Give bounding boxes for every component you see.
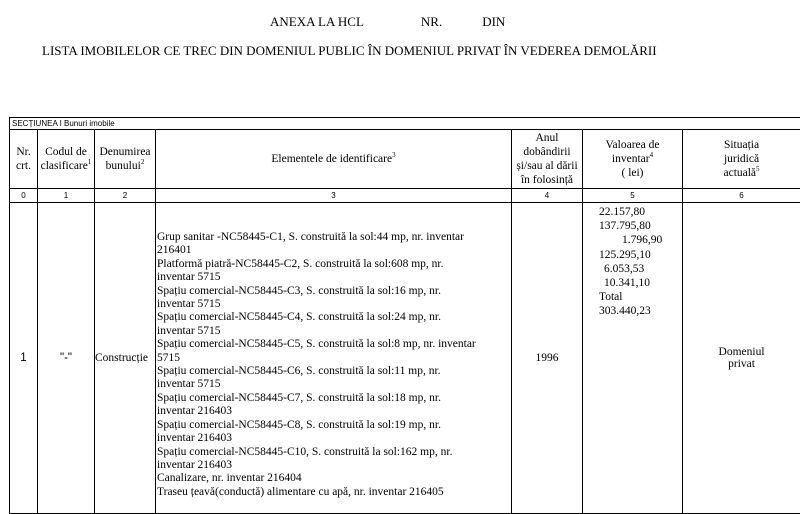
din-label: DIN xyxy=(482,14,506,29)
element-line: inventar 5715 xyxy=(157,378,221,391)
col-header-valoare: Valoarea de inventar$^4$ ( lei) xyxy=(583,130,683,189)
element-line: 5715 xyxy=(157,351,180,364)
row-valoare xyxy=(583,203,683,514)
row-elemente xyxy=(156,203,512,514)
value-line: 1.796,90 xyxy=(622,234,663,247)
col-header-cod: Codul de clasificare$^1$ xyxy=(38,130,95,189)
value-total-label: Total xyxy=(599,291,623,304)
col-number: 5 xyxy=(583,189,683,203)
element-line: Traseu țeavă(conductă) alimentare cu apă, nr. inventar 216405 xyxy=(157,485,444,498)
column-number-row xyxy=(10,189,800,203)
col-number: 1 xyxy=(38,189,95,203)
element-line: Spațiu comercial-NC58445-C7, S. construită la sol:18 mp, nr. xyxy=(157,391,441,404)
element-line: Spațiu comercial-NC58445-C3, S. construită la sol:16 mp, nr. xyxy=(157,284,441,297)
element-line: 216401 xyxy=(157,244,192,257)
element-line: Spațiu comercial-NC58445-C10, S. construită la sol:162 mp, nr. xyxy=(157,445,453,458)
element-line: inventar 5715 xyxy=(157,298,221,311)
annex-label: ANEXA LA HCL xyxy=(270,14,364,29)
element-line: inventar 5715 xyxy=(157,271,221,284)
assets-table xyxy=(9,117,800,514)
section-title: SECȚIUNEA I Bunuri imobile xyxy=(10,118,800,130)
value-line: 125.295,10 xyxy=(599,248,651,261)
element-line: Platformă piatră-NC58445-C2, S. construită la sol:608 mp, nr. xyxy=(157,257,444,270)
value-line: 22.157,80 xyxy=(599,206,645,218)
value-line: 10.341,10 xyxy=(604,277,650,290)
col-number: 2 xyxy=(95,189,156,203)
document-title: LISTA IMOBILELOR CE TREC DIN DOMENIUL PUBLIC ÎN DOMENIUL PRIVAT ÎN VEDEREA DEMOLĂRII xyxy=(42,43,657,58)
element-line: Grup sanitar -NC58445-C1, S. construită la sol:44 mp, nr. inventar xyxy=(157,231,464,243)
element-line: inventar 216403 xyxy=(157,405,233,418)
row-nr: 1 xyxy=(10,203,38,514)
header-row xyxy=(10,130,800,189)
col-number: 4 xyxy=(512,189,583,203)
col-number: 6 xyxy=(683,189,800,203)
row-denumire: Construcție xyxy=(95,203,156,514)
row-anul: 1996 xyxy=(512,203,583,514)
row-cod: "-" xyxy=(38,203,95,514)
element-line: Canalizare, nr. inventar 216404 xyxy=(157,472,302,485)
element-line: inventar 216403 xyxy=(157,458,233,471)
col-header-nr: Nr. crt. xyxy=(10,130,38,189)
col-number: 0 xyxy=(10,189,38,203)
annex-header xyxy=(270,14,505,30)
col-header-anul: Anul dobândirii și/sau al dării în folosință xyxy=(512,130,583,189)
nr-label: NR. xyxy=(420,14,443,29)
element-line: inventar 216403 xyxy=(157,432,233,445)
value-line: 6.053,53 xyxy=(604,262,645,275)
col-number: 3 xyxy=(156,189,512,203)
element-line: Spațiu comercial-NC58445-C8, S. construită la sol:19 mp, nr. xyxy=(157,418,441,431)
value-line: 137.795,80 xyxy=(599,220,651,233)
element-line: Spațiu comercial-NC58445-C6, S. construită la sol:11 mp, nr. xyxy=(157,365,441,378)
col-header-denumire: Denumirea bunului$^2$ xyxy=(95,130,156,189)
element-line: inventar 5715 xyxy=(157,324,221,337)
element-line: Spațiu comercial-NC58445-C5, S. construită la sol:8 mp, nr. inventar xyxy=(157,338,476,351)
value-total: 303.440,23 xyxy=(599,305,651,318)
col-header-situatie: Situația juridică actuală$^5$ xyxy=(683,130,800,189)
col-header-elemente: Elementele de identificare$^3$ xyxy=(156,130,512,189)
row-situatie: Domeniul privat xyxy=(683,203,800,514)
table-row xyxy=(10,203,800,514)
element-line: Spațiu comercial-NC58445-C4, S. construită la sol:24 mp, nr. xyxy=(157,311,441,324)
